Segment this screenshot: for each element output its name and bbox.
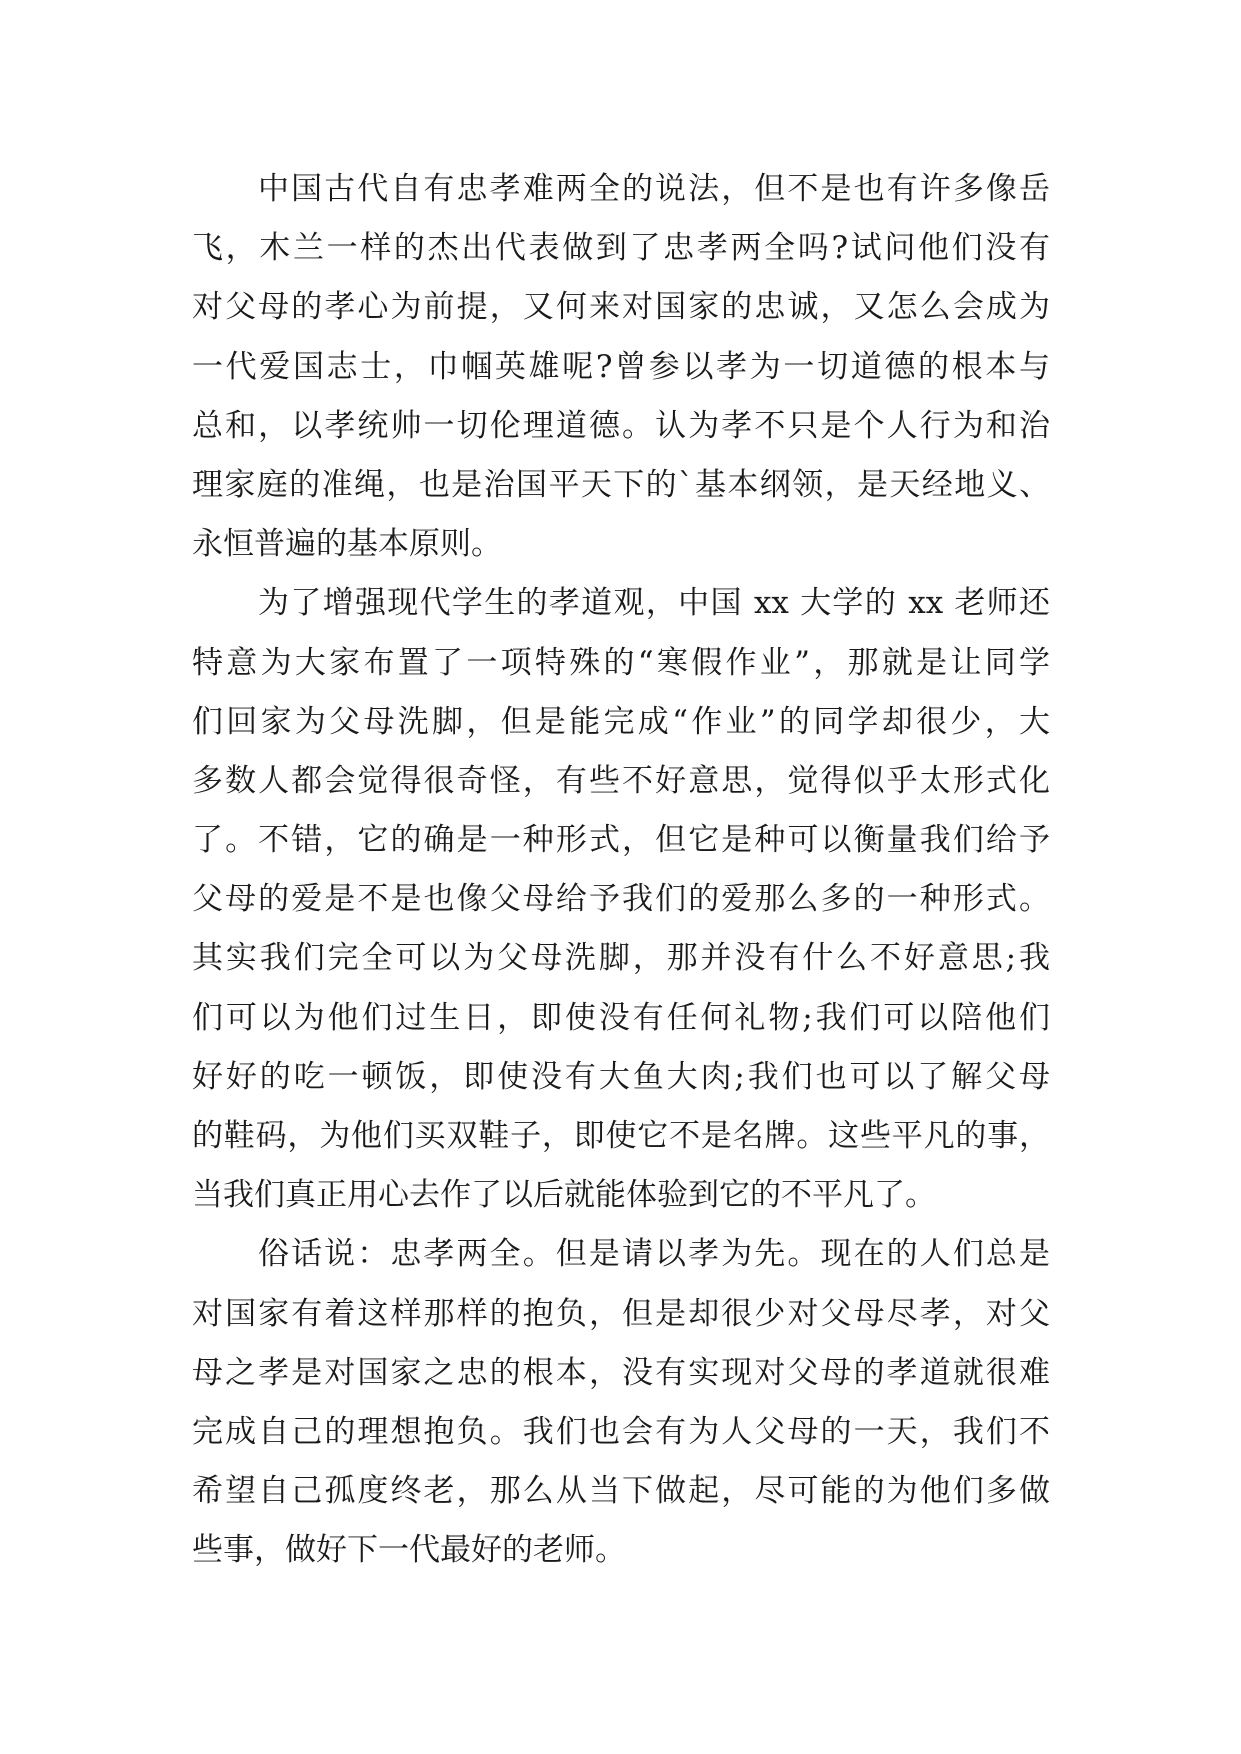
- text-line: 特意为大家布置了一项特殊的“寒假作业”，那就是让同学: [192, 644, 1050, 681]
- text-line: 母之孝是对国家之忠的根本，没有实现对父母的孝道就很难: [192, 1354, 1050, 1391]
- text-line: 为了增强现代学生的孝道观，中国 xx 大学的 xx 老师还: [258, 585, 1050, 622]
- text-line: 对国家有着这样那样的抱负，但是却很少对父母尽孝，对父: [192, 1295, 1050, 1332]
- text-line: 当我们真正用心去作了以后就能体验到它的不平凡了。: [192, 1177, 936, 1214]
- text-line: 好好的吃一顿饭，即使没有大鱼大肉;我们也可以了解父母: [192, 1058, 1050, 1095]
- text-line: 完成自己的理想抱负。我们也会有为人父母的一天，我们不: [192, 1413, 1050, 1450]
- text-line: 些事，做好下一代最好的老师。: [192, 1532, 626, 1569]
- text-line: 飞，木兰一样的杰出代表做到了忠孝两全吗?试问他们没有: [192, 230, 1050, 267]
- paragraph-1: [192, 160, 1050, 574]
- text-line: 对父母的孝心为前提，又何来对国家的忠诚，又怎么会成为: [192, 289, 1050, 326]
- text-line: 俗话说：忠孝两全。但是请以孝为先。现在的人们总是: [258, 1236, 1050, 1273]
- text-line: 们回家为父母洗脚，但是能完成“作业”的同学却很少，大: [192, 703, 1050, 740]
- document-body: [192, 160, 1050, 1581]
- text-line: 了。不错，它的确是一种形式，但它是种可以衡量我们给予: [192, 822, 1050, 859]
- text-line: 理家庭的准绳，也是治国平天下的`基本纲领，是天经地义、: [192, 466, 1050, 503]
- paragraph-3: [192, 1225, 1050, 1580]
- text-line: 们可以为他们过生日，即使没有任何礼物;我们可以陪他们: [192, 999, 1050, 1036]
- text-line: 多数人都会觉得很奇怪，有些不好意思，觉得似乎太形式化: [192, 762, 1050, 799]
- text-line: 中国古代自有忠孝难两全的说法，但不是也有许多像岳: [258, 171, 1050, 207]
- paragraph-2: [192, 574, 1050, 1225]
- text-line: 总和，以孝统帅一切伦理道德。认为孝不只是个人行为和治: [192, 407, 1050, 444]
- text-line: 希望自己孤度终老，那么从当下做起，尽可能的为他们多做: [192, 1473, 1050, 1510]
- text-line: 一代爱国志士，巾帼英雄呢?曾参以孝为一切道德的根本与: [192, 348, 1050, 385]
- text-line: 其实我们完全可以为父母洗脚，那并没有什么不好意思;我: [192, 940, 1050, 977]
- text-line: 的鞋码，为他们买双鞋子，即使它不是名牌。这些平凡的事，: [192, 1118, 1050, 1154]
- text-line: 父母的爱是不是也像父母给予我们的爱那么多的一种形式。: [192, 881, 1050, 918]
- text-line: 永恒普遍的基本原则。: [192, 526, 502, 563]
